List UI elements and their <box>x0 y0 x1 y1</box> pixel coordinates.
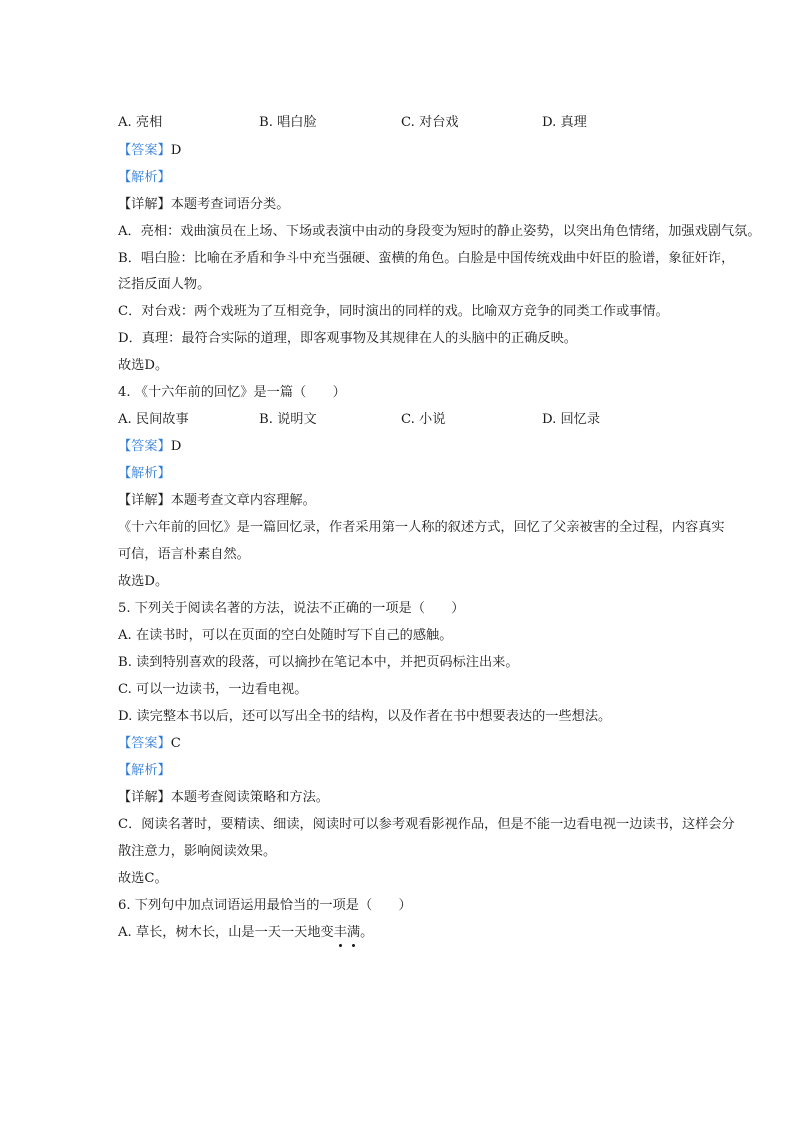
answer-tag: 【答案】 <box>118 439 171 454</box>
q5-explanation-line: 散注意力，影响阅读效果。 <box>118 844 277 859</box>
q5-explanation-line: C．阅读名著时，要精读、细读，阅读时可以参考观看影视作品，但是不能一边看电视一边读书，这样会分 <box>118 817 735 832</box>
detail-text: 本题考查阅读策略和方法。 <box>170 790 329 805</box>
q6-stem: 6. 下列句中加点词语运用最恰当的一项是（ ） <box>118 898 412 913</box>
q5-conclusion: 故选C。 <box>118 871 168 886</box>
q4-answer <box>118 437 181 457</box>
q3-explanation-line: C．对台戏：两个戏班为了互相竞争，同时演出的同样的戏。比喻双方竞争的同类工作或事情。 <box>118 304 669 319</box>
analysis-tag: 【解析】 <box>118 763 171 778</box>
q4-options <box>118 410 718 430</box>
q4-option-d: D. 回忆录 <box>542 412 601 427</box>
q3-option-d: D. 真理 <box>542 115 587 130</box>
analysis-tag: 【解析】 <box>118 466 171 481</box>
q5-option-c: C. 可以一边读书，一边看电视。 <box>118 682 308 697</box>
q6-option-a <box>118 923 373 943</box>
q3-option-c: C. 对台戏 <box>401 115 459 130</box>
q3-answer <box>118 141 181 161</box>
q3-explanation-line: A．亮相：戏曲演员在上场、下场或表演中由动的身段变为短时的静止姿势，以突出角色情绪，加强戏剧气氛。 <box>118 224 761 239</box>
q3-explanation-line: 泛指反面人物。 <box>118 277 211 292</box>
q6-option-a-text: A. 草长，树木长，山是一天一天地变 <box>118 925 334 940</box>
answer-value: C <box>170 736 181 751</box>
q6-option-a-end: 。 <box>360 925 374 940</box>
q3-explanation-line: B．唱白脸：比喻在矛盾和争斗中充当强硬、蛮横的角色。白脸是中国传统戏曲中奸臣的脸谱，象征奸诈， <box>118 251 735 266</box>
q4-analysis-heading <box>118 464 171 484</box>
q4-option-a: A. 民间故事 <box>118 412 189 427</box>
q5-detail <box>118 788 329 808</box>
q3-conclusion: 故选D。 <box>118 358 169 373</box>
answer-value: D <box>170 143 182 158</box>
emphasis-dot-char: 满 <box>347 923 360 943</box>
q3-option-b: B. 唱白脸 <box>259 115 317 130</box>
q4-conclusion: 故选D。 <box>118 574 169 589</box>
emphasis-dot-char: 丰 <box>334 923 347 943</box>
q5-option-d: D. 读完整本书以后，还可以写出全书的结构，以及作者在书中想要表达的一些想法。 <box>118 709 612 724</box>
answer-value: D <box>170 439 182 454</box>
detail-tag: 【详解】 <box>118 197 171 212</box>
answer-tag: 【答案】 <box>118 736 171 751</box>
q4-stem: 4. 《十六年前的回忆》是一篇（ ） <box>118 385 346 400</box>
q5-option-b: B. 读到特别喜欢的段落，可以摘抄在笔记本中，并把页码标注出来。 <box>118 655 519 670</box>
q5-stem: 5. 下列关于阅读名著的方法，说法不正确的一项是（ ） <box>118 601 465 616</box>
q5-option-a: A. 在读书时，可以在页面的空白处随时写下自己的感触。 <box>118 628 453 643</box>
detail-text: 本题考查文章内容理解。 <box>170 493 316 508</box>
detail-tag: 【详解】 <box>118 493 171 508</box>
q5-answer <box>118 734 181 754</box>
q5-analysis-heading <box>118 761 171 781</box>
detail-tag: 【详解】 <box>118 790 171 805</box>
analysis-tag: 【解析】 <box>118 170 171 185</box>
q4-option-b: B. 说明文 <box>259 412 317 427</box>
q3-analysis-heading <box>118 168 171 188</box>
q4-option-c: C. 小说 <box>401 412 446 427</box>
q4-explanation-line: 可信，语言朴素自然。 <box>118 547 250 562</box>
q4-detail <box>118 491 316 511</box>
detail-text: 本题考查词语分类。 <box>170 197 290 212</box>
q3-option-a: A. 亮相 <box>118 115 163 130</box>
q3-explanation-line: D．真理：最符合实际的道理，即客观事物及其规律在人的头脑中的正确反映。 <box>118 331 577 346</box>
answer-tag: 【答案】 <box>118 143 171 158</box>
q4-explanation-line: 《十六年前的回忆》是一篇回忆录，作者采用第一人称的叙述方式，回忆了父亲被害的全过程，内容真实 <box>118 520 725 535</box>
q3-options <box>118 113 718 133</box>
q3-detail <box>118 195 289 215</box>
